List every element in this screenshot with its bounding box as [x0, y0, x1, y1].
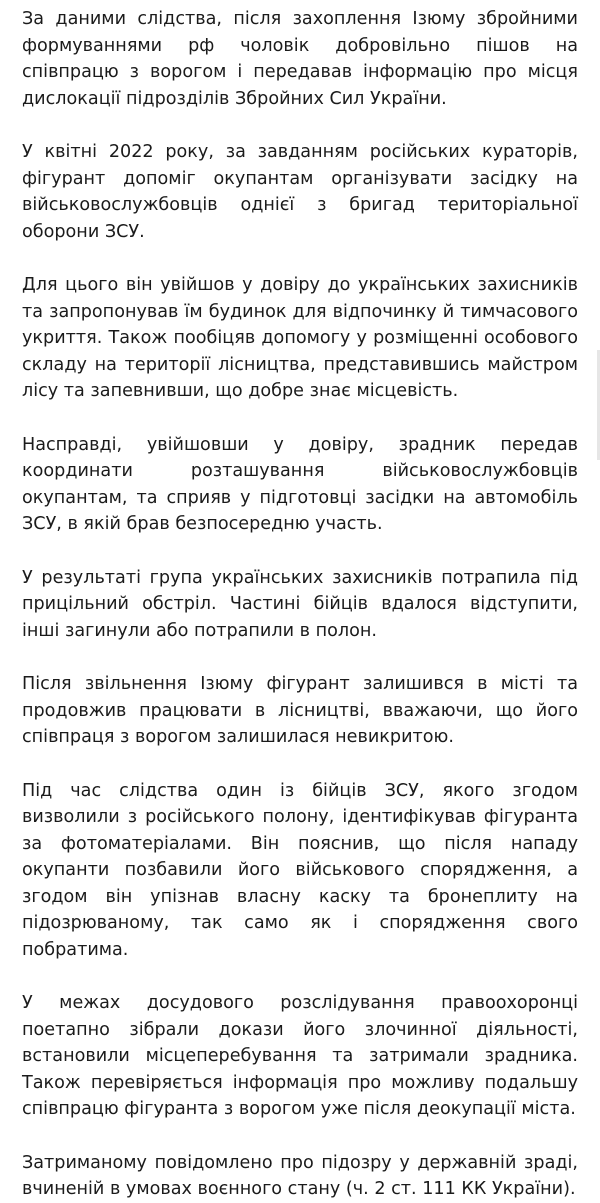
paragraph-9: Затриманому повідомлено про підозру у державній зраді, вчиненій в умовах воєнного стану (ч. 2 ст. 111 КК України).: [22, 1152, 578, 1199]
article-body: [22, 6, 578, 1203]
paragraph-3: Для цього він увійшов у довіру до українських захисників та запропонував їм будинок для відпочинку й тимчасового укриття. Також пообіцяв допомогу у розміщенні особового складу на території лісництва, представившись майстром лісу та запевнивши, що добре знає місцевість.: [22, 275, 578, 401]
paragraph-4: Насправді, увійшовши у довіру, зрадник передав координати розташування військовослужбовців окупантам, та сприяв у підготовці засідки на автомобіль ЗСУ, в якій брав безпосередню участь.: [22, 434, 578, 534]
paragraph-2: У квітні 2022 року, за завданням російських кураторів, фігурант допоміг окупантам організувати засідку на військовослужбовців однієї з бригад територіальної оборони ЗСУ.: [22, 142, 578, 242]
paragraph-5: У результаті група українських захисників потрапила під прицільний обстріл. Частині бійців вдалося відступити, інші загинули або потрапили в полон.: [22, 567, 578, 641]
paragraph-8: У межах досудового розслідування правоохоронці поетапно зібрали докази його злочинної діяльності, встановили місцеперебування та затримали зрадника. Також перевіряється інформація про можливу подальшу співпрацю фігуранта з ворогом уже після деокупації міста.: [22, 993, 578, 1119]
paragraph-7: Під час слідства один із бійців ЗСУ, якого згодом визволили з російського полону, ідентифікував фігуранта за фотоматеріалами. Він пояснив, що після нападу окупанти позбавили його військового спорядження, а згодом він упізнав власну каску та бронеплиту на підозрюваному, так само як і спорядження свого побратима.: [22, 780, 578, 960]
paragraph-1: За даними слідства, після захоплення Ізюму збройними формуваннями рф чоловік добровільно пішов на співпрацю з ворогом і передавав інформацію про місця дислокації підрозділів Збройних Сил України.: [22, 9, 578, 109]
paragraph-6: Після звільнення Ізюму фігурант залишився в місті та продовжив працювати в лісництві, вважаючи, що його співпраця з ворогом залишилася невикритою.: [22, 674, 578, 747]
